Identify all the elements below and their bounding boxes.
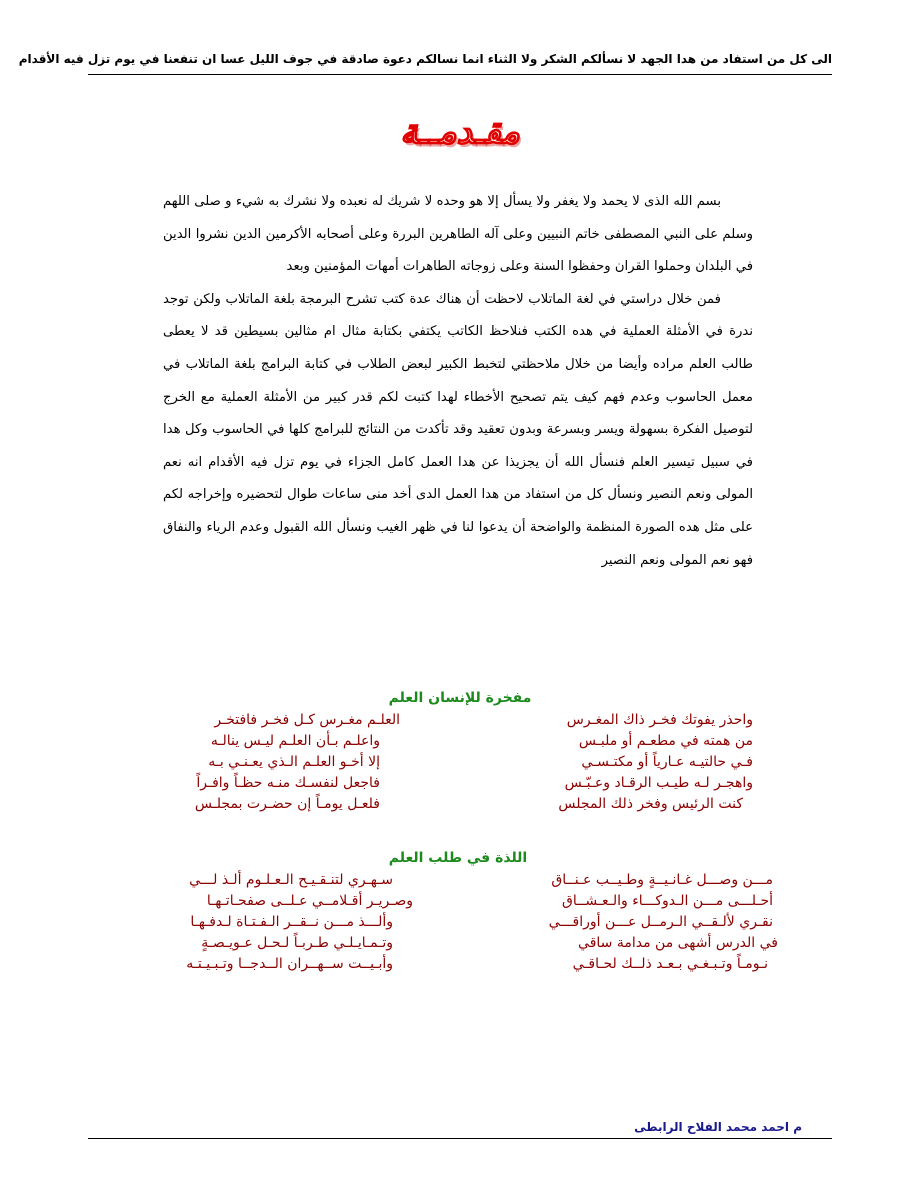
poem-hemistich: فـي حالتيـه عـارياً أو مكتـسـي bbox=[581, 754, 753, 770]
page-title: مقـدمــة bbox=[400, 112, 520, 152]
paragraph: بسم الله الذى لا يحمد ولا يغفر ولا يسأل إلا هو وحده لا شريك له نعبده ولا نشرك به شيء و صلى اللهم وسلم على النبي المصطفى خاتم النبيين وعلى آله الطاهرين البررة وعلى أصحابه الأكرمين الدين نشروا الدين في البلدان وحملوا القران وحفظوا السنة وعلى زوجاته الطاهرات أمهات المؤمنين وبعد bbox=[163, 194, 753, 275]
poem-hemistich: من همته في مطعـم أو ملبـس bbox=[578, 733, 753, 749]
paragraph: فمن خلال دراستي في لغة الماتلاب لاحظت أن هناك عدة كتب تشرح البرمجة بلغة الماتلاب ولكن توجد ندرة في الأمثلة العملية في هده الكتب فنلاحظ الكاتب يكتفي بكتابة مثال ام مثالين بسيطين قد لا يعطى طالب العلم مراده وأيضا من خلال ملاحظتي لتخبط الكبير لبعض الطلاب في كتابة البرامج بلغة الماتلاب في معمل الحاسوب وعدم فهم كيف يتم تصحيح الأخطاء لهدا كتبت لكم قدر كبير من الأمثلة العملية مع الخرج لتوصيل الفكرة بسهولة ويسر وبسرعة وبدون تعقيد وقد تأكدت من النتائج للبرامج كلها في الحاسوب وكل هدا في سبيل تيسير العلم فنسأل الله أن يجزيذا عن هدا العمل كامل الجزاء في يوم تزل فيه الأقدام انه نعم المولى ونعم النصير ونسأل كل من استفاد من هدا العمل الدى أخد منى ساعات طوال لتحضيره وإخراجه لكم على مثل هده الصورة المنظمة والواضحة أن يدعوا لنا في ظهر الغيب ونسأل الله القبول وعدم الرياء والنفاق فهو نعم المولى ونعم النصير bbox=[163, 291, 753, 568]
poem-hemistich: العلـم مغـرس كـل فخـر فافتخـر bbox=[214, 712, 400, 728]
poem-hemistich: وتـمـايـلـي طـربـاً لـحـل عـويـصـةٍ bbox=[201, 935, 393, 951]
poem-hemistich: وألـــذ مـــن نــقــر الـفـتـاة لـدفـهـا bbox=[190, 914, 393, 930]
poem-hemistich: إلا أخـو العلـم الـذي يعـنـي بـه bbox=[208, 754, 380, 770]
poem-hemistich: في الدرس أشهى من مدامة ساقي bbox=[578, 935, 778, 951]
poem-hemistich: سـهـري لتنـقـيـح الـعـلـوم ألـذ لـــي bbox=[189, 872, 393, 888]
poem-hemistich: فلعـل يومـاً إن حضـرت بمجلـس bbox=[194, 796, 380, 812]
poem-title: اللذة في طلب العلم bbox=[388, 850, 528, 866]
page-header: الى كل من استفاد من هدا الجهد لا نسألكم الشكر ولا الثناء انما نسالكم دعوة صادقة في جوف الليل عسا ان تنفعنا في يوم تزل فيه الأقدام bbox=[18, 52, 832, 66]
author-signature: م احمد محمد الفلاح الرابطى bbox=[634, 1120, 802, 1134]
footer-divider bbox=[88, 1138, 832, 1139]
poem-hemistich: واعلـم بـأن العلـم ليـس ينالـه bbox=[210, 733, 380, 749]
poem-hemistich: مـــن وصـــل غـانـيــةٍ وطـيــب عـنــاق bbox=[551, 872, 773, 888]
poem-title: مفخرة للإنسان العلم bbox=[388, 690, 532, 706]
poem-hemistich: واحذر يفوتك فخـر ذاك المغـرس bbox=[566, 712, 753, 728]
poem-hemistich: وصـريـر أقـلامــي عـلــى صفحـاتـهـا bbox=[206, 893, 413, 909]
poem-hemistich: نـومـاً وتـبـغـي بـعـد ذلــك لحـاقـي bbox=[572, 956, 768, 972]
header-divider bbox=[88, 74, 832, 75]
poem-hemistich: نقـري لألـقــي الـرمــل عـــن أوراقـــي bbox=[548, 914, 773, 930]
introduction-body bbox=[163, 186, 753, 577]
poem-hemistich: كنت الرئيس وفخر ذلك المجلس bbox=[558, 796, 743, 812]
poem-hemistich: فاجعل لنفسـك منـه حظـاً وافـراً bbox=[196, 775, 380, 791]
poem-hemistich: وأبـيــت ســهــران الــدجــا وتـبـيـتـه bbox=[186, 956, 393, 972]
poem-hemistich: أحـلـــى مـــن الـدوكـــاء والـعـشــاق bbox=[562, 893, 773, 909]
poem-hemistich: واهجـر لـه طيـب الرقـاد وعـبّـس bbox=[564, 775, 753, 791]
